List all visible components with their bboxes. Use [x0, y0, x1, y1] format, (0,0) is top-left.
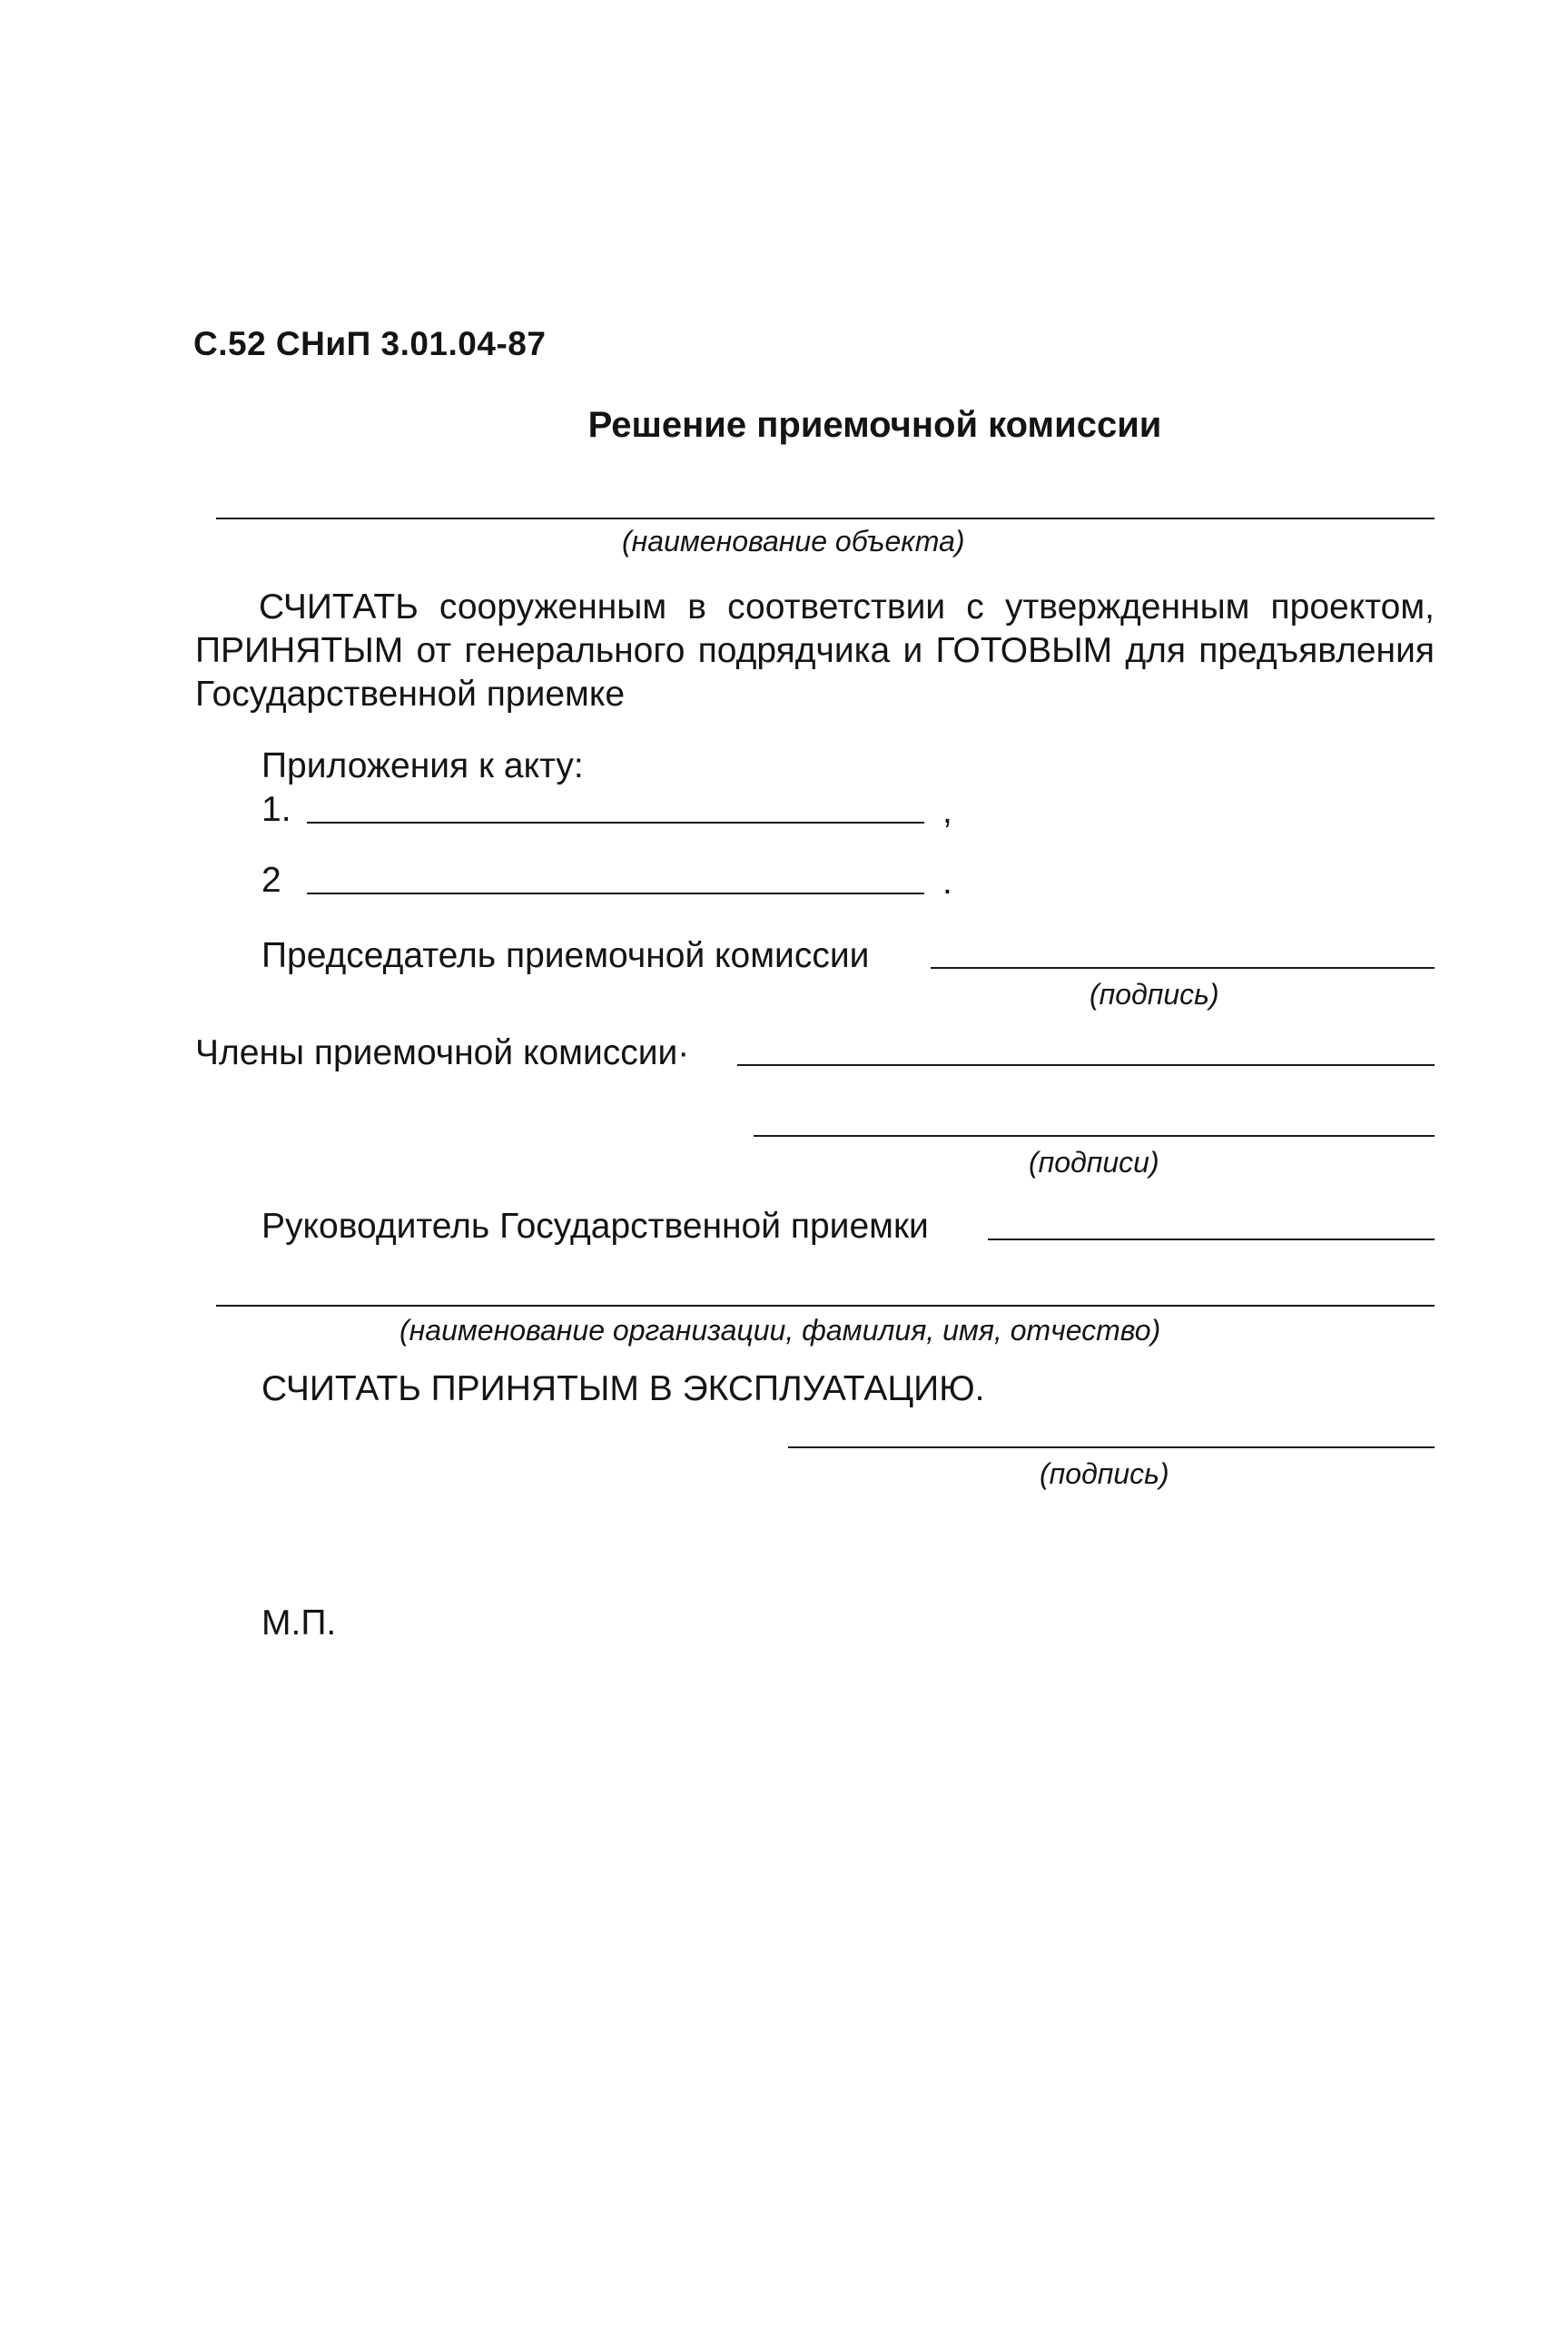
decision-paragraph: [195, 586, 1435, 716]
accept-signature-caption: (подпись): [1040, 1457, 1169, 1490]
state-head-label: Руководитель Государственной приемки: [261, 1207, 929, 1246]
members-signature-caption: (подписи): [1029, 1146, 1159, 1179]
attachment-2-period: .: [942, 863, 952, 902]
decision-line-1: СЧИТАТЬ сооруженным в соответствии с утвержденным проектом,: [259, 587, 1435, 627]
document-title: Решение приемочной комиссии: [587, 405, 1162, 445]
state-head-signature-line[interactable]: [988, 1239, 1435, 1240]
attachments-label: Приложения к акту:: [261, 746, 584, 785]
attachment-number-1: 1.: [261, 790, 291, 829]
attachment-1-comma: ,: [942, 792, 952, 831]
object-name-line[interactable]: [216, 518, 1435, 519]
attachment-number-2: 2: [261, 861, 281, 900]
stamp-place: М.П.: [261, 1604, 337, 1643]
accept-signature-line[interactable]: [788, 1446, 1435, 1448]
organization-name-caption: (наименование организации, фамилия, имя, отчество): [399, 1314, 1161, 1347]
attachment-2-line[interactable]: [307, 893, 924, 894]
chairman-signature-line[interactable]: [931, 967, 1435, 969]
chairman-label: Председатель приемочной комиссии: [261, 936, 870, 975]
attachment-1-line[interactable]: [307, 822, 924, 824]
page-reference: С.52 СНиП 3.01.04-87: [193, 325, 547, 362]
accept-into-operation-text: СЧИТАТЬ ПРИНЯТЫМ В ЭКСПЛУАТАЦИЮ.: [261, 1369, 985, 1408]
members-label: Члены приемочной комиссии·: [195, 1033, 690, 1072]
decision-line-2: ПРИНЯТЫМ от генерального подрядчика и ГОТОВЫМ для предъявления: [195, 631, 1435, 670]
members-signature-line-2[interactable]: [754, 1135, 1435, 1137]
members-signature-line-1[interactable]: [737, 1064, 1435, 1066]
chairman-signature-caption: (подпись): [1090, 978, 1219, 1011]
organization-name-line[interactable]: [216, 1305, 1435, 1307]
decision-line-3: Государственной приемке: [195, 675, 626, 714]
object-name-caption: (наименование объекта): [622, 525, 965, 558]
